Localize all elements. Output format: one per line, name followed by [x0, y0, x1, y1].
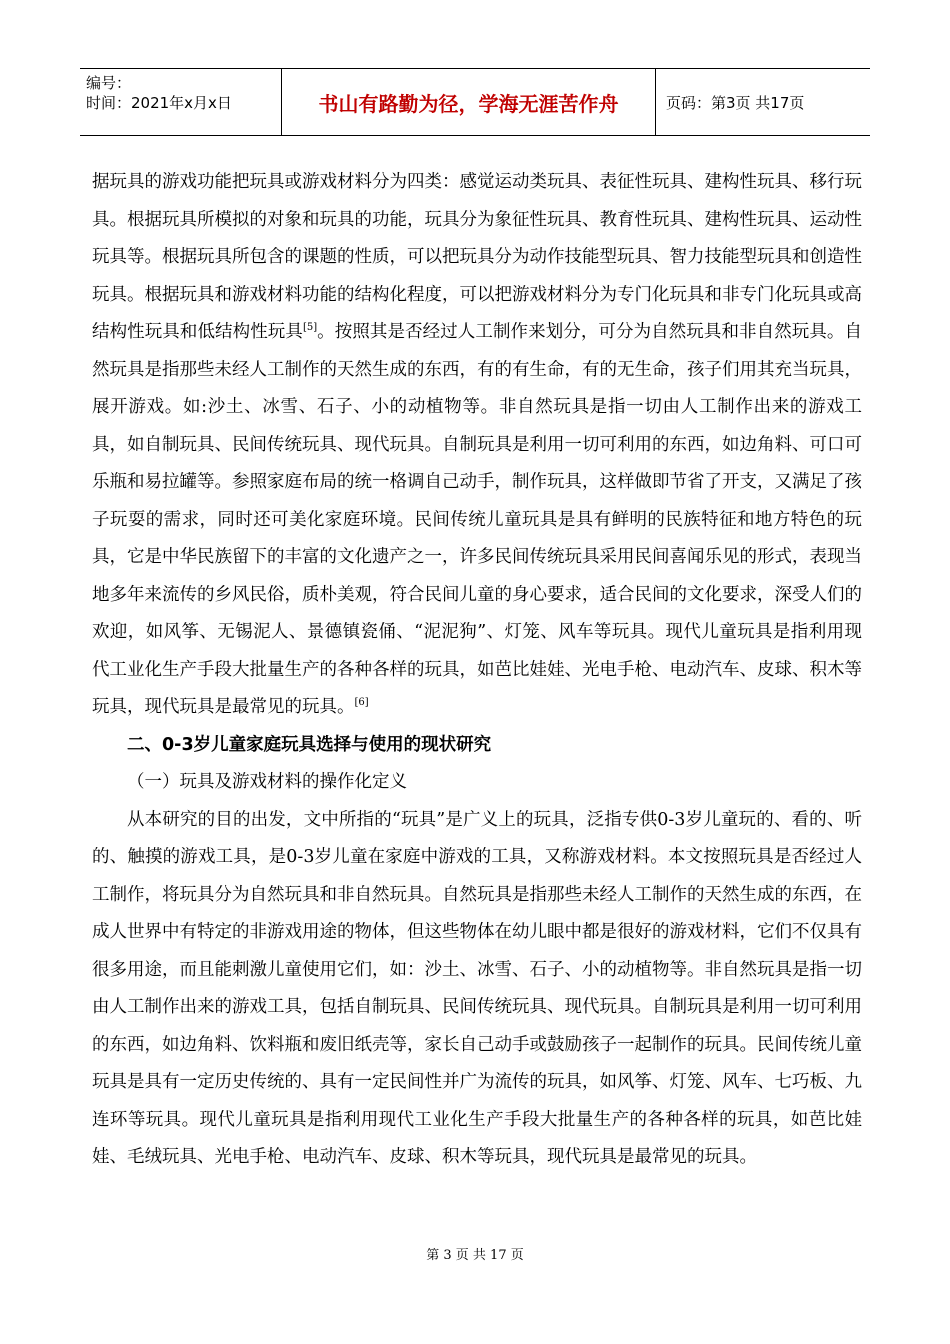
header-meta	[80, 69, 282, 135]
document-number-label: 编号：	[86, 74, 132, 92]
document-body	[92, 164, 862, 1177]
header-page-info: 页码：第3页 共17页	[666, 93, 805, 112]
citation-ref: [5]	[302, 322, 318, 334]
citation-ref: [6]	[354, 697, 369, 709]
page-header	[80, 68, 870, 136]
page-footer: 第 3 页 共 17 页	[426, 1248, 524, 1263]
header-motto: 书山有路勤为径，学海无涯苦作舟	[282, 69, 656, 135]
subsection-heading: （一）玩具及游戏材料的操作化定义	[127, 772, 407, 792]
paragraph-text: 。按照其是否经过人工制作来划分，可分为自然玩具和非自然玩具。自然玩具是指那些未经人工制作的天然生成的东西，有的有生命，有的无生命，孩子们用其充当玩具，展开游戏。如:沙土、冰雪、石子、小的动植物等。非自然玩具是指一切由人工制作出来的游戏工具，如自制玩具、民间传统玩具、现代玩具。自制玩具是利用一切可利用的东西，如边角料、可口可乐瓶和易拉罐等。参照家庭布局的统一格调自己动手，制作玩具，这样做即节省了开支，又满足了孩子玩耍的需求，同时还可美化家庭环境。民间传统儿童玩具是具有鲜明的民族特征和地方特色的玩具，它是中华民族留下的丰富的文化遗产之一，许多民间传统玩具采用民间喜闻乐见的形式，表现当地多年来流传的乡风民俗，质朴美观，符合民间儿童的身心要求，适合民间的文化要求，深受人们的欢迎，如风筝、无锡泥人、景德镇瓷俑、“泥泥狗”、灯笼、风车等玩具。现代儿童玩具是指利用现代工业化生产手段大批量生产的各种各样的玩具，如芭比娃娃、光电手枪、电动汽车、皮球、积木等玩具，现代玩具是最常见的玩具。	[92, 322, 863, 717]
paragraph-toy-classification	[92, 164, 862, 727]
section-heading: 二、0-3岁儿童家庭玩具选择与使用的现状研究	[127, 734, 492, 755]
paragraph-text: 据玩具的游戏功能把玩具或游戏材料分为四类：感觉运动类玩具、表征性玩具、建构性玩具、移行玩具。根据玩具所模拟的对象和玩具的功能，玩具分为象征性玩具、教育性玩具、建构性玩具、运动性玩具等。根据玩具所包含的课题的性质，可以把玩具分为动作技能型玩具、智力技能型玩具和创造性玩具。根据玩具和游戏材料功能的结构化程度，可以把游戏材料分为专门化玩具和非专门化玩具或高结构性玩具和低结构性玩具	[92, 172, 862, 342]
paragraph-operational-definition: 从本研究的目的出发，文中所指的“玩具”是广义上的玩具，泛指专供0-3岁儿童玩的、看的、听的、触摸的游戏工具，是0-3岁儿童在家庭中游戏的工具，又称游戏材料。本文按照玩具是否经过人工制作，将玩具分为自然玩具和非自然玩具。自然玩具是指那些未经人工制作的天然生成的东西，在成人世界中有特定的非游戏用途的物体，但这些物体在幼儿眼中都是很好的游戏材料，它们不仅具有很多用途，而且能刺激儿童使用它们，如：沙土、冰雪、石子、小的动植物等。非自然玩具是指一切由人工制作出来的游戏工具，包括自制玩具、民间传统玩具、现代玩具。自制玩具是利用一切可利用的东西，如边角料、饮料瓶和废旧纸壳等，家长自己动手或鼓励孩子一起制作的玩具。民间传统儿童玩具是具有一定历史传统的、具有一定民间性并广为流传的玩具，如风筝、灯笼、风车、七巧板、九连环等玩具。现代儿童玩具是指利用现代工业化生产手段大批量生产的各种各样的玩具，如芭比娃娃、毛绒玩具、光电手枪、电动汽车、皮球、积木等玩具，现代玩具是最常见的玩具。	[92, 809, 862, 1167]
document-date: 时间：2021年x月x日	[86, 94, 232, 112]
